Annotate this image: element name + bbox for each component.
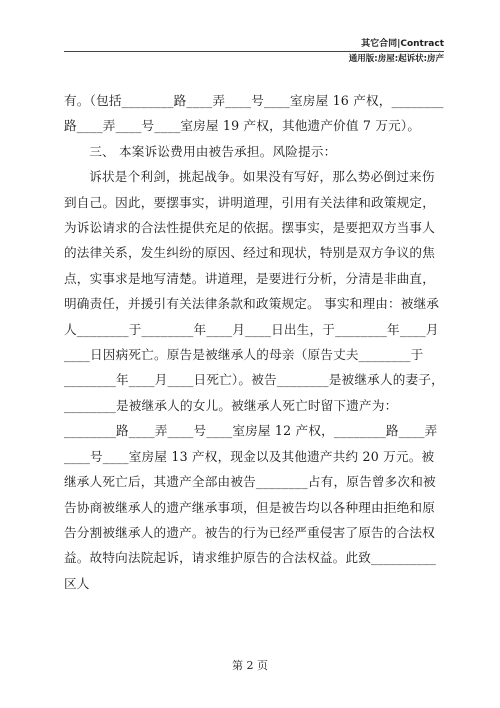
page-number: 第 2 页 [232,659,268,672]
header-subtitle: 通用版:房屋:起诉状:房产 [348,54,444,64]
paragraph-estate-continued: 有。（包括________路____弄____号____室房屋 16 产权，________路____弄____号____室房屋 19 产权，其他遗产价值 7 万元）。 [64,93,444,134]
paragraph-litigation-costs: 三、 本案诉讼费用由被告承担。风险提示： [89,143,337,159]
header-divider [64,51,444,52]
header-category: 其它合同|Contract [361,39,444,49]
document-header [349,38,444,65]
document-body [64,88,444,596]
paragraph-facts-and-reasons: 诉状是个利剑，挑起战争。如果没有写好，那么势必倒过来伤到自己。因此，要摆事实，讲明道理，引用有关法律和政策规定，为诉讼请求的合法性提供充足的依据。摆事实，是要把双方当事人的法律关系，发生纠纷的原因、经过和现状，特别是双方争议的焦点，实事求是地写清楚。讲道理，是要进行分析，分清是非曲直，明确责任，并援引有关法律条款和政策规定。 事实和理由：被继承人________于________年____月____日出生，于________年____月____日因病死亡。原告是被继承人的母亲（原告丈夫________于________年____月____日死亡）。被告________是被继承人的妻子，________是被继承人的女儿。被继承人死亡时留下遗产为：________路____弄____号____室房屋 12 产权，________路____弄____号____室房屋 13 产权，现金以及其他遗产共约 20 万元。被继承人死亡后，其遗产全部由被告________占有，原告曾多次和被告协商被继承人的遗产继承事项，但是被告均以各种理由拒绝和原告分割被继承人的遗产。被告的行为已经严重侵害了原告的合法权益。故特向法院起诉，请求维护原告的合法权益。此致__________区人 [64,169,444,591]
